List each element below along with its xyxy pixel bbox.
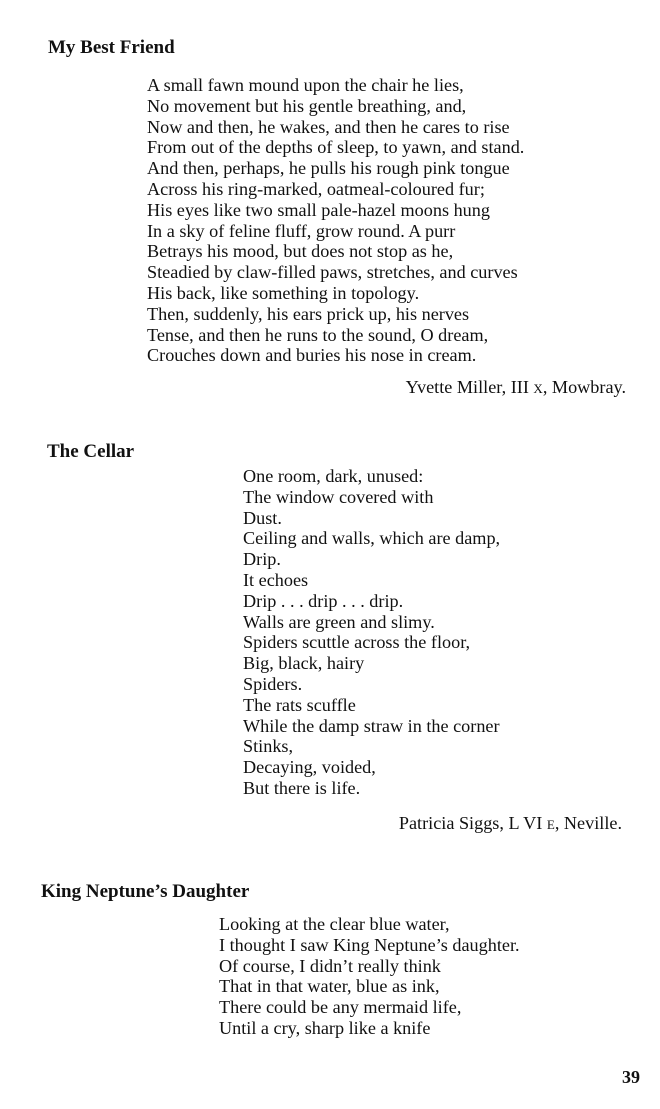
poem-line: Dust. <box>243 507 282 528</box>
poem-line: Big, black, hairy <box>243 653 365 674</box>
poem-line: Walls are green and slimy. <box>243 611 435 632</box>
poem-line: Spiders scuttle across the floor, <box>243 632 471 653</box>
poem-line: Tense, and then he runs to the sound, O dream, <box>147 324 489 345</box>
page-number: 39 <box>622 1067 640 1087</box>
author-stream: e <box>546 813 555 833</box>
poem-body <box>147 75 524 366</box>
poem-line: Of course, I didn’t really think <box>219 955 441 976</box>
author-house: , Neville. <box>554 813 622 833</box>
poem-line: Drip . . . drip . . . drip. <box>243 590 404 611</box>
poem-line: Steadied by claw-filled paws, stretches, and curves <box>147 262 518 283</box>
poem-author <box>399 812 622 834</box>
author-name: Yvette Miller, <box>405 377 507 397</box>
poem-line: A small fawn mound upon the chair he lies, <box>147 75 464 95</box>
poem-body <box>243 466 500 799</box>
poem-title: My Best Friend <box>48 37 175 58</box>
poem-line: No movement but his gentle breathing, and, <box>147 95 467 116</box>
poem-line: Betrays his mood, but does not stop as he, <box>147 241 454 262</box>
poem-line: The rats scuffle <box>243 694 356 715</box>
author-house: , Mowbray. <box>542 377 626 397</box>
poem-line: Until a cry, sharp like a knife <box>219 1017 431 1038</box>
poem-line: The window covered with <box>243 486 434 507</box>
poem-line: One room, dark, unused: <box>243 466 424 486</box>
poem-line: Across his ring-marked, oatmeal-coloured fur; <box>147 178 485 199</box>
poem-line: Looking at the clear blue water, <box>219 914 450 934</box>
poem-line: His eyes like two small pale-hazel moons hung <box>147 199 490 220</box>
poem-line: While the damp straw in the corner <box>243 715 500 736</box>
author-name: Patricia Siggs, <box>398 813 504 833</box>
poem-line: There could be any mermaid life, <box>219 997 462 1018</box>
poem-body <box>219 914 520 1039</box>
poem-line: In a sky of feline fluff, grow round. A purr <box>147 220 456 241</box>
poem-line: Now and then, he wakes, and then he cares to rise <box>147 116 510 137</box>
poem-line: It echoes <box>243 569 309 590</box>
poem-line: Decaying, voided, <box>243 757 376 778</box>
poem-line: I thought I saw King Neptune’s daughter. <box>219 934 520 955</box>
poem-line: Crouches down and buries his nose in cream. <box>147 345 477 366</box>
poem-line: Ceiling and walls, which are damp, <box>243 528 501 549</box>
poem-line: That in that water, blue as ink, <box>219 976 440 997</box>
poem-line: His back, like something in topology. <box>147 282 420 303</box>
poem-title: King Neptune’s Daughter <box>41 881 250 902</box>
poem-line: Then, suddenly, his ears prick up, his nerves <box>147 303 470 324</box>
poem-line: Spiders. <box>243 673 303 694</box>
poem-author <box>406 376 626 398</box>
poem-line: Stinks, <box>243 736 294 757</box>
poem-title: The Cellar <box>47 441 135 462</box>
author-stream: x <box>533 377 543 397</box>
poem-line: From out of the depths of sleep, to yawn, and stand. <box>147 137 525 158</box>
author-form: L VI <box>508 813 543 833</box>
poem-line: Drip. <box>243 549 281 570</box>
poem-line: But there is life. <box>243 777 361 798</box>
author-form: III <box>510 377 529 397</box>
poem-line: And then, perhaps, he pulls his rough pink tongue <box>147 158 510 179</box>
